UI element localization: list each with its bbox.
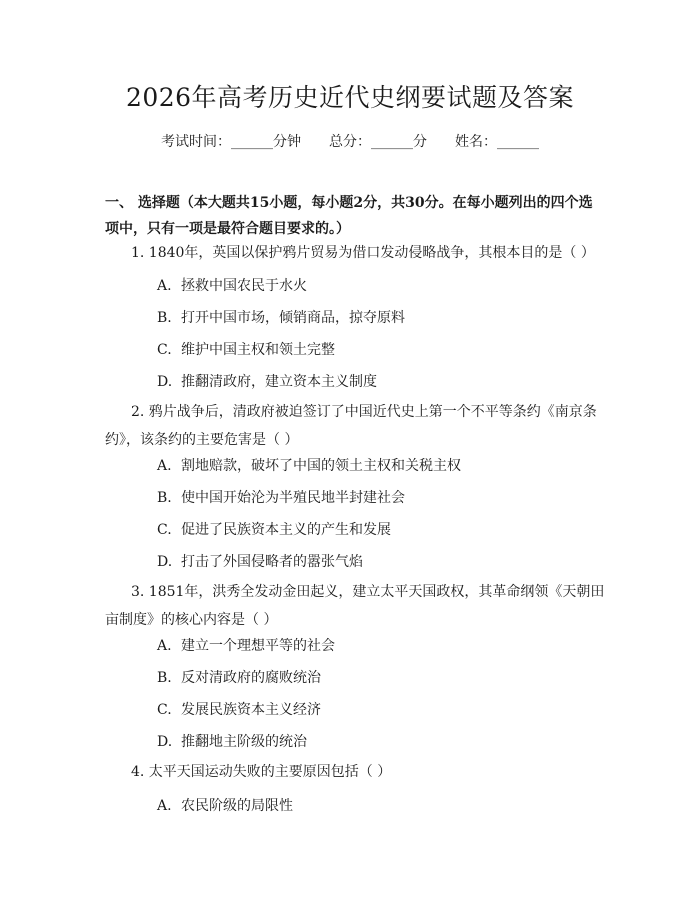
question-option — [157, 796, 607, 816]
option-text: 促进了民族资本主义的产生和发展 — [181, 522, 391, 538]
option-text: 发展民族资本主义经济 — [181, 702, 321, 718]
option-text: 推翻清政府，建立资本主义制度 — [181, 374, 377, 390]
exam-time-label: 考试时间：______分钟 — [161, 134, 301, 150]
question-option — [157, 700, 607, 720]
option-text: 反对清政府的腐败统治 — [181, 670, 321, 686]
question-option — [157, 520, 607, 540]
option-text: 打开中国市场，倾销商品，掠夺原料 — [181, 310, 405, 326]
option-letter: C. — [157, 702, 172, 718]
option-text: 割地赔款，破坏了中国的领土主权和关税主权 — [181, 458, 461, 474]
question-option — [157, 456, 607, 476]
option-text: 打击了外国侵略者的嚣张气焰 — [181, 554, 363, 570]
option-text: 建立一个理想平等的社会 — [181, 638, 335, 654]
exam-score-label: 总分：______分 — [329, 134, 427, 150]
option-text: 推翻地主阶级的统治 — [181, 734, 307, 750]
exam-info-line — [0, 132, 700, 152]
option-letter: A. — [157, 638, 172, 654]
option-text: 维护中国主权和领土完整 — [181, 342, 335, 358]
option-text: 农民阶级的局限性 — [181, 798, 293, 814]
question-option — [157, 636, 607, 656]
exam-title: 2026年高考历史近代史纲要试题及答案 — [125, 83, 575, 112]
section-heading: 一、 选择题（本大题共15小题，每小题2分，共30分。在每小题列出的四个选项中，只有一项是最符合题目要求的。） — [105, 195, 593, 237]
option-letter: A. — [157, 278, 172, 294]
question-stem: 3. 1851年，洪秀全发动金田起义，建立太平天国政权，其革命纲领《天朝田亩制度》的核心内容是（ ） — [105, 584, 605, 628]
option-letter: C. — [157, 522, 172, 538]
option-letter: D. — [157, 734, 173, 750]
option-letter: A. — [157, 798, 172, 814]
option-letter: B. — [157, 670, 172, 686]
option-letter: C. — [157, 342, 172, 358]
question-option — [157, 732, 607, 752]
question-stem: 4. 太平天国运动失败的主要原因包括（ ） — [131, 764, 392, 780]
option-letter: D. — [157, 374, 173, 390]
question-option — [157, 340, 607, 360]
question-option — [157, 308, 607, 328]
question-stem: 1. 1840年，英国以保护鸦片贸易为借口发动侵略战争，其根本目的是（ ） — [131, 245, 595, 261]
option-letter: B. — [157, 310, 172, 326]
option-letter: D. — [157, 554, 173, 570]
question-option — [157, 488, 607, 508]
question-option — [157, 668, 607, 688]
option-text: 使中国开始沦为半殖民地半封建社会 — [181, 490, 405, 506]
question-option — [157, 372, 607, 392]
exam-name-label: 姓名：______ — [455, 134, 539, 150]
question-option — [157, 552, 607, 572]
option-letter: A. — [157, 458, 172, 474]
option-text: 拯救中国农民于水火 — [181, 278, 307, 294]
question-stem: 2. 鸦片战争后，清政府被迫签订了中国近代史上第一个不平等条约《南京条约》，该条约的主要危害是（ ） — [105, 404, 597, 448]
option-letter: B. — [157, 490, 172, 506]
question-option — [157, 276, 607, 296]
